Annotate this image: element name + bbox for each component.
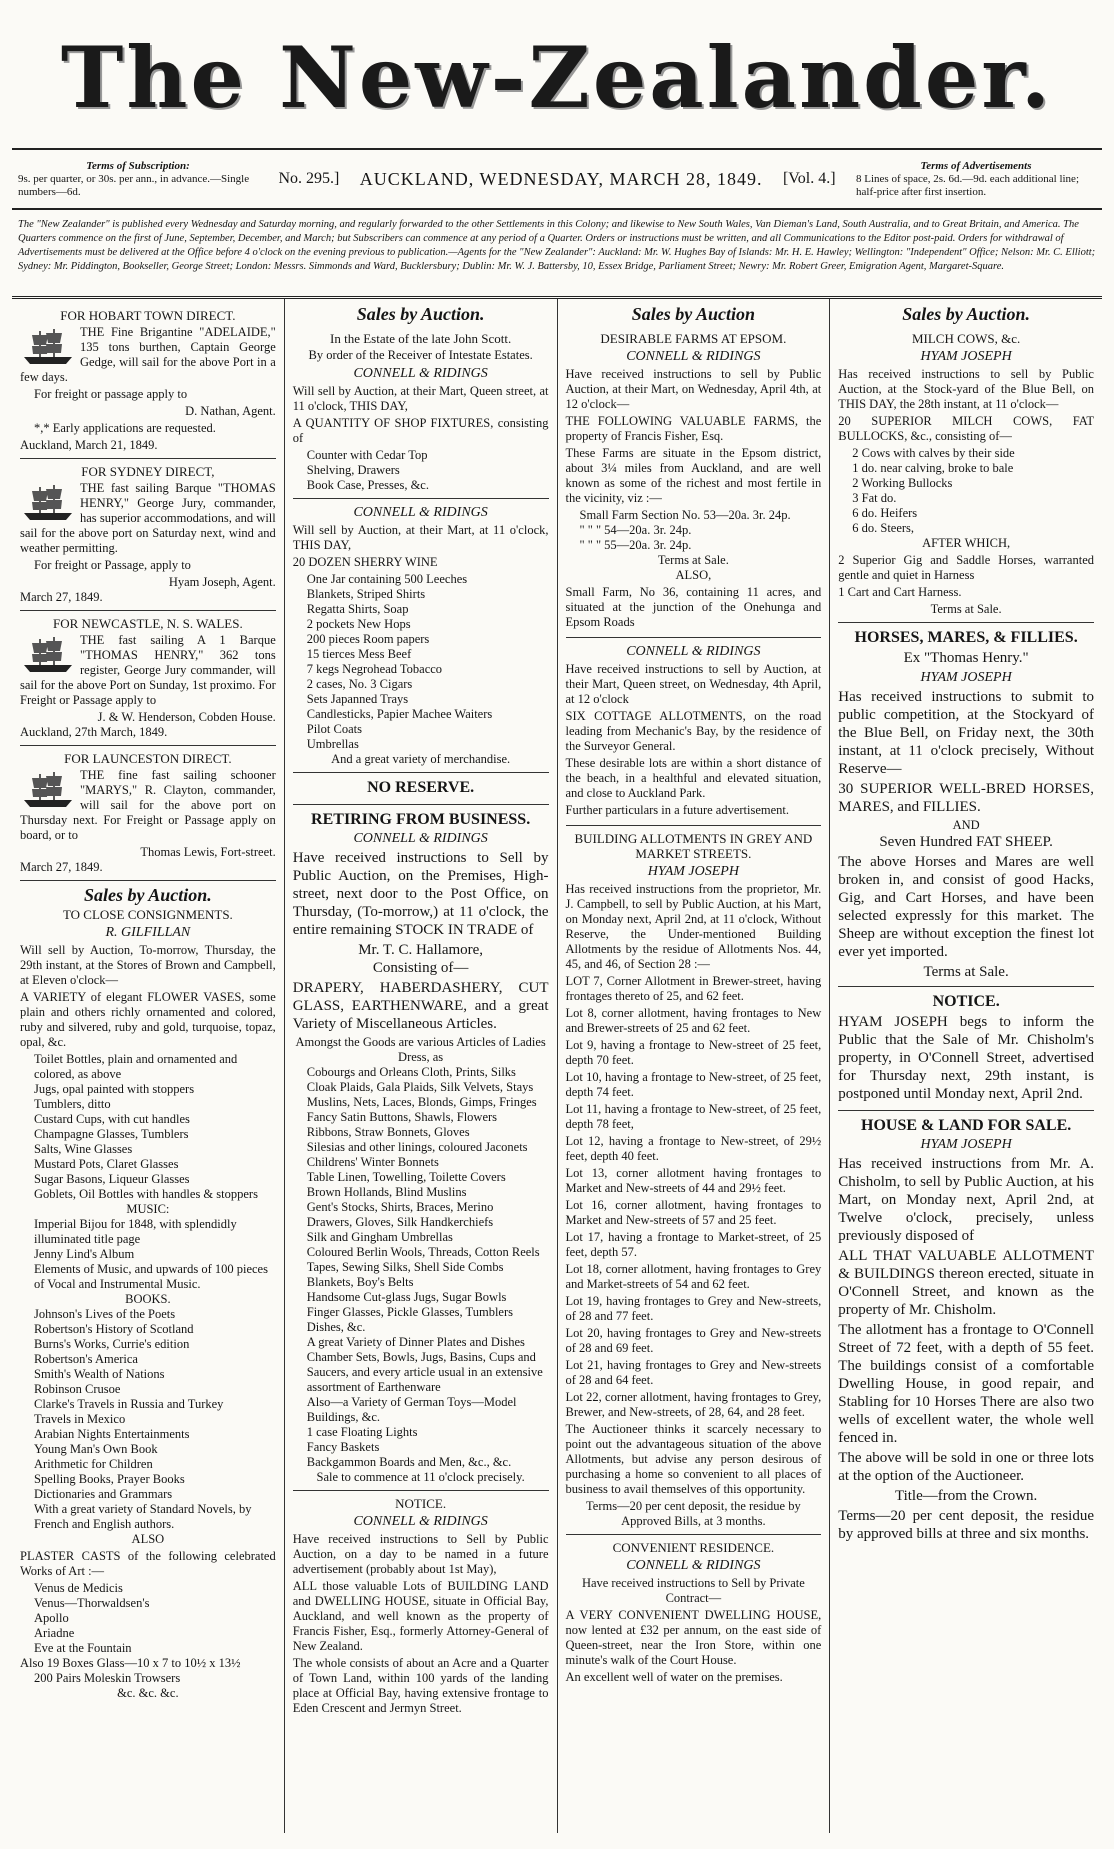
list-item: Ribbons, Straw Bonnets, Gloves	[306, 1125, 470, 1139]
masthead-title: The New-Zealander.	[12, 8, 1102, 150]
item-list	[566, 508, 822, 553]
ad-text: Will sell by Auction, at their Mart, Queen street, at 11 o'clock, THIS DAY,	[292, 384, 549, 413]
ad-sherry	[293, 499, 549, 773]
column-2	[285, 299, 558, 1833]
ad-heading: In the Estate of the late John Scott.	[330, 331, 512, 346]
ad-note: *,* Early applications are requested.	[34, 421, 216, 435]
ad-text: Will sell by Auction, To-morrow, Thursday, the 29th instant, at the Stores of Brown and Campbell, at Eleven o'clock—	[20, 943, 276, 987]
ad-heading: DESIRABLE FARMS AT EPSOM.	[600, 331, 787, 346]
list-item: Jenny Lind's Album	[34, 1247, 135, 1261]
publication-notice: The "New Zealander" is published every Wednesday and Saturday morning, and regularly forwarded to the other Settlements in this Colony; and likewise to New South Wales, Van Dieman's Land, South Australia, and to Great Britain, and America. The Quarters commence on the first of June, September, December, and March; but Subscribers can commence at any period of a Quarter. Orders or instructions must be written, and all Communications to the Editor post-paid. Orders for withdrawal of Advertisements must be delivered at the Office before 4 o'clock on the evening previous to publication.—Agents for the "New Zealander": Auckland: Mr. W. Hughes Bay of Islands: Mr. H. E. Hawley; Wellington: "Independent" Office; Nelson: Mr. C. Elliott; Sydney: Mr. Piddington, Bookseller, George Street; London: Messrs. Simmonds and Ward, Bucklersbury; Dublin: Mr. W. J. Battersby, 10, Essex Bridge, Parliament Street; Newry: Mr. Robert Greer, Emigration Agent, Margaret-Square.	[12, 210, 1102, 299]
list-item: Eve at the Fountain	[34, 1641, 132, 1655]
ad-text: Has received instructions to submit to public competition, at the Stockyard of the Blue Bell, on Friday next, the 30th instant, at 11 o'clock precisely, Without Reserve—	[838, 689, 1094, 777]
ad-date: March 27, 1849.	[20, 860, 103, 874]
ad-text: Has received instructions from the proprietor, Mr. J. Campbell, to sell by Public Auction, at his Mart, on Monday next, April 2nd, at 11 o'clock, Without Reserve, the Under-mentioned Building Allotments by the residue of Allotments Nos. 44, 45, and 46, of Section 28 :—	[565, 882, 822, 971]
ad-milch-cows	[838, 326, 1094, 623]
item-list	[20, 1052, 276, 1202]
list-item: With a great variety of Standard Novels, by French and English authors.	[34, 1502, 252, 1531]
list-item: Blankets, Striped Shirts	[306, 587, 426, 601]
list-item: Drawers, Gloves, Silk Handkerchiefs	[306, 1215, 494, 1229]
newspaper-page	[12, 8, 1102, 1833]
list-item: Arabian Nights Entertainments	[34, 1427, 190, 1441]
column-3	[558, 299, 831, 1833]
item-list	[293, 448, 549, 493]
list-item: A great Variety of Dinner Plates and Dishes	[306, 1335, 525, 1349]
lot-item: Lot 8, corner allotment, having frontages to New and Brewer-streets of 25 and 62 feet.	[565, 1006, 822, 1035]
ad-retiring	[293, 805, 549, 1491]
list-item: 7 kegs Negrohead Tobacco	[306, 662, 443, 676]
list-item: Dictionaries and Grammars	[34, 1487, 173, 1501]
ad-text: The above will be sold in one or three lots at the option of the Auctioneer.	[838, 1450, 1094, 1484]
ad-text: The above Horses and Mares are well broken in, and consist of good Hacks, Gig, and Cart Horses, and have been selected expressly for this market. The Sheep are without exception the finest lot ever yet imported.	[838, 854, 1094, 960]
agent-name: Thomas Lewis, Fort-street.	[140, 845, 276, 859]
list-item: 2 pockets New Hops	[306, 617, 411, 631]
lot-item: Lot 10, having a frontage to New-street, of 25 feet, depth 74 feet.	[565, 1070, 822, 1099]
ad-sydney	[20, 459, 276, 611]
advertisement-terms	[856, 160, 1096, 199]
list-item: Burns's Works, Currie's edition	[34, 1337, 190, 1351]
ad-text: Has received instructions to sell by Public Auction, at the Stock-yard of the Blue Bell, on THIS DAY, the 28th instant, at 11 o'clock—	[838, 367, 1094, 411]
section-heading: Sales by Auction.	[356, 304, 485, 324]
ad-heading: FOR NEWCASTLE, N. S. WALES.	[53, 616, 243, 631]
list-item: Backgammon Boards and Men, &c., &c.	[306, 1455, 512, 1469]
sub-heading: AFTER WHICH,	[922, 536, 1011, 550]
ad-text: Further particulars in a future advertisement.	[565, 803, 790, 817]
list-item: Coloured Berlin Wools, Threads, Cotton Reels	[306, 1245, 540, 1259]
list-item: 2 cases, No. 3 Cigars	[306, 677, 413, 691]
auctioneer-name: CONNELL & RIDINGS	[353, 366, 488, 381]
list-item: Johnson's Lives of the Poets	[34, 1307, 176, 1321]
lot-item: Lot 20, having frontages to Grey and New-streets of 28 and 69 feet.	[565, 1326, 822, 1355]
ad-text: THE Fine Brigantine "ADELAIDE," 135 tons burthen, Captain George Gedge, will sail for the above Port in a few days.	[20, 325, 276, 384]
sub-heading: BOOKS.	[125, 1292, 171, 1306]
list-item: Salts, Wine Glasses	[34, 1142, 133, 1156]
ad-text: Also 19 Boxes Glass—10 x 7 to 10½ x 13½	[20, 1656, 241, 1670]
list-item: 3 Fat do.	[852, 491, 897, 505]
advertisement-title: Terms of Advertisements	[920, 159, 1032, 172]
sub-heading: ALSO,	[675, 568, 712, 582]
list-item: Shelving, Drawers	[306, 463, 400, 477]
info-bar	[12, 150, 1102, 210]
dateline: AUCKLAND, WEDNESDAY, MARCH 28, 1849.	[359, 168, 763, 189]
column-4	[830, 299, 1102, 1833]
subscription-text: 9s. per quarter, or 30s. per ann., in advance.—Single numbers—6d.	[18, 172, 250, 198]
list-item: Ariadne	[34, 1626, 75, 1640]
list-item: Blankets, Boy's Belts	[306, 1275, 414, 1289]
list-item: Mustard Pots, Claret Glasses	[34, 1157, 179, 1171]
ad-heading: NOTICE.	[395, 1496, 447, 1511]
list-item: Dishes, &c.	[306, 1320, 366, 1334]
ad-heading: CONVENIENT RESIDENCE.	[612, 1540, 775, 1555]
subscription-terms	[18, 160, 258, 199]
lot-item: Lot 11, having a frontage to New-street, of 25 feet, depth 78 feet,	[565, 1102, 822, 1131]
ad-date: March 27, 1849.	[20, 590, 103, 604]
list-item: Silesias and other linings, coloured Jaconets	[306, 1140, 528, 1154]
ad-text: SIX COTTAGE ALLOTMENTS, on the road leading from Mechanic's Bay, by the residence of the Surveyor General.	[565, 709, 822, 753]
ad-text: Terms at Sale.	[657, 553, 729, 567]
ad-text: A VERY CONVENIENT DWELLING HOUSE, now lented at £32 per annum, on the east side of Queen-street, near the Iron Store, within one minute's walk of the Court House.	[565, 1608, 822, 1667]
list-item: Tapes, Sewing Silks, Shell Side Combs	[306, 1260, 504, 1274]
ad-text: Has received instructions from Mr. A. Chisholm, to sell by Public Auction, at his Mart, on Monday next, April 2nd, at Twelve o'clock, precisely, unless previously disposed of	[838, 1156, 1094, 1244]
lot-item: Lot 16, corner allotment, having frontages to Market and New-streets of 57 and 25 feet.	[565, 1198, 822, 1227]
ad-text: These desirable lots are within a short distance of the beach, in a healthful and elevated situation, and close to Auckland Park.	[565, 756, 822, 800]
auctioneer-name: CONNELL & RIDINGS	[353, 505, 488, 520]
ad-text: THE FOLLOWING VALUABLE FARMS, the property of Francis Fisher, Esq.	[565, 414, 822, 443]
list-item: Arithmetic for Children	[34, 1457, 153, 1471]
ad-text: 200 Pairs Moleskin Trowsers	[34, 1671, 181, 1685]
advertisement-text: 8 Lines of space, 2s. 6d.—9d. each additional line; half-price after first insertion.	[856, 172, 1079, 198]
ad-text: Seven Hundred FAT SHEEP.	[879, 834, 1053, 850]
ad-text: Have received instructions to Sell by Public Auction, on the Premises, High-street, next door to the Post Office, on Thursday, (To-morrow,) at 11 o'clock, the entire remaining STOCK IN TRADE of	[292, 850, 549, 938]
ad-text: Small Farm, No 36, containing 11 acres, and situated at the junction of the Onehunga and Epsom Roads	[565, 585, 822, 629]
lot-item: Lot 19, having frontages to Grey and New-streets, of 28 and 77 feet.	[565, 1294, 822, 1323]
item-list	[838, 446, 1094, 536]
ad-hobart	[20, 303, 276, 459]
ad-heading: HORSES, MARES, & FILLIES.	[854, 629, 1078, 646]
ad-text: The whole consists of about an Acre and a Quarter of Town Land, within 100 yards of the landing place at Official Bay, having extensive frontage to Eden Crescent and Jermyn Street.	[292, 1656, 549, 1715]
list-item: Umbrellas	[306, 737, 359, 751]
auctioneer-name: HYAM JOSEPH	[920, 1137, 1012, 1152]
list-item: 2 Working Bullocks	[852, 476, 953, 490]
ad-text: By order of the Receiver of Intestate Estates.	[308, 348, 533, 362]
ad-no-reserve	[293, 773, 549, 805]
list-item: Sets Japanned Trays	[306, 692, 409, 706]
list-item: 2 Cows with calves by their side	[852, 446, 1015, 460]
ad-text: For freight or passage apply to	[34, 387, 188, 401]
list-item: Smith's Wealth of Nations	[34, 1367, 165, 1381]
ship-icon	[20, 770, 76, 810]
ad-text: An excellent well of water on the premises.	[565, 1670, 783, 1684]
list-item: Robertson's History of Scotland	[34, 1322, 194, 1336]
ad-text: Ex "Thomas Henry."	[903, 650, 1029, 666]
ad-text: A VARIETY of elegant FLOWER VASES, some plain and others richly ornamented and colored, ruby and silvered, ruby and gold, turquoise, topaz, opal, &c.	[20, 990, 276, 1049]
auctioneer-name: CONNELL & RIDINGS	[626, 349, 761, 364]
ad-text: And a great variety of merchandise.	[331, 752, 511, 766]
list-item: Tumblers, ditto	[34, 1097, 111, 1111]
ad-text: Sale to commence at 11 o'clock precisely.	[316, 1470, 525, 1484]
ad-text: A QUANTITY OF SHOP FIXTURES, consisting of	[292, 416, 549, 445]
ad-text: ALL those valuable Lots of BUILDING LAND and DWELLING HOUSE, situate in Official Bay, Auckland, and well known as the property of Francis Fisher, Esq., formerly Attorney-General of New Zealand.	[292, 1579, 549, 1653]
sub-heading: MUSIC:	[126, 1202, 170, 1216]
list-item: Regatta Shirts, Soap	[306, 602, 409, 616]
list-item: Fancy Satin Buttons, Shawls, Flowers	[306, 1110, 498, 1124]
ad-text: ALL THAT VALUABLE ALLOTMENT & BUILDINGS thereon erected, situate in O'Connell Street, and known as the property of Mr. Chisholm.	[838, 1248, 1094, 1318]
list-item: Childrens' Winter Bonnets	[306, 1155, 439, 1169]
list-item: " " " 55—20a. 3r. 24p.	[579, 538, 692, 552]
ad-heading: NOTICE.	[932, 993, 1000, 1010]
list-item: Apollo	[34, 1611, 69, 1625]
ad-heading: RETIRING FROM BUSINESS.	[311, 811, 531, 828]
ad-official-bay	[293, 1491, 549, 1723]
ship-icon	[20, 635, 76, 675]
list-item: Book Case, Presses, &c.	[306, 478, 429, 492]
ad-text: The Auctioneer thinks it scarcely necessary to point out the advantageous situation of the above Allotments, but advise any person desirous of purchasing a home so convenient to all places of business to avail themselves of this opportunity.	[565, 1422, 822, 1496]
list-item: Small Farm Section No. 53—20a. 3r. 24p.	[579, 508, 791, 522]
auctioneer-name: HYAM JOSEPH	[647, 864, 739, 879]
ad-epsom	[566, 326, 822, 638]
list-item: 6 do. Steers,	[852, 521, 915, 535]
ad-text: Consisting of—	[372, 960, 469, 976]
lot-item: Lot 22, corner allotment, having frontages to Grey, Brewer, and New-streets, of 28, 64, and 28 feet.	[565, 1390, 822, 1419]
ad-text: PLASTER CASTS of the following celebrated Works of Art :—	[20, 1549, 276, 1578]
ad-text: 2 Superior Gig and Saddle Horses, warranted gentle and quiet in Harness	[838, 553, 1094, 582]
auctioneer-name: CONNELL & RIDINGS	[626, 644, 761, 659]
list-item: Cloak Plaids, Gala Plaids, Silk Velvets, Stays	[306, 1080, 534, 1094]
ad-horses	[838, 623, 1094, 987]
list-item: Table Linen, Towelling, Toilette Covers	[306, 1170, 506, 1184]
ad-consignments	[20, 881, 276, 1706]
list-item: Silk and Gingham Umbrellas	[306, 1230, 453, 1244]
ad-shop-fixtures	[293, 326, 549, 499]
auctioneer-name: CONNELL & RIDINGS	[353, 831, 488, 846]
ad-text: Title—from the Crown.	[894, 1488, 1038, 1504]
list-item: Brown Hollands, Blind Muslins	[306, 1185, 467, 1199]
lot-item: Lot 9, having a frontage to New-street of 25 feet, depth 70 feet.	[565, 1038, 822, 1067]
ad-residence	[566, 1535, 822, 1692]
list-item: Robertson's America	[34, 1352, 138, 1366]
ad-text: &c. &c. &c.	[117, 1686, 179, 1700]
sub-heading: AND	[952, 818, 980, 832]
ad-date: Auckland, March 21, 1849.	[20, 438, 158, 452]
auctioneer-name: R. GILFILLAN	[105, 925, 191, 940]
ad-text: THE fine fast sailing schooner "MARYS," R. Clayton, commander, will sail for the above port on Thursday next. For Freight or Passage apply on board, or to	[20, 768, 276, 842]
list-item: 1 case Floating Lights	[306, 1425, 418, 1439]
item-list	[293, 1065, 549, 1470]
list-item: Young Man's Own Book	[34, 1442, 158, 1456]
ad-text: Have received instructions to Sell by Private Contract—	[581, 1576, 805, 1605]
agent-name: J. & W. Henderson, Cobden House.	[97, 710, 276, 724]
list-item: Elements of Music, and upwards of 100 pieces of Vocal and Instrumental Music.	[34, 1262, 268, 1291]
ad-text: 20 SUPERIOR MILCH COWS, FAT BULLOCKS, &c., consisting of—	[838, 414, 1094, 443]
ad-launceston	[20, 746, 276, 881]
list-item: Finger Glasses, Pickle Glasses, Tumblers	[306, 1305, 513, 1319]
list-item: Muslins, Nets, Laces, Blonds, Gimps, Fringes	[306, 1095, 537, 1109]
list-item: 200 pieces Room papers	[306, 632, 430, 646]
sub-heading: ALSO	[131, 1532, 165, 1546]
ad-notice	[838, 987, 1094, 1111]
agent-name: Hyam Joseph, Agent.	[168, 575, 276, 589]
item-list	[293, 572, 549, 752]
auctioneer-name: CONNELL & RIDINGS	[626, 1558, 761, 1573]
item-list	[20, 1581, 276, 1656]
ad-text: THE fast sailing A 1 Barque "THOMAS HENRY," 362 tons register, George Jury commander, will sail for the above Port on Sunday, 1st proximo. For Freight or Passage apply to	[20, 633, 276, 707]
ad-text: 1 Cart and Cart Harness.	[838, 585, 962, 599]
ship-icon	[20, 483, 76, 523]
lot-item: Lot 21, having frontages to Grey and New-streets of 28 and 64 feet.	[565, 1358, 822, 1387]
list-item: Gent's Stocks, Shirts, Braces, Merino	[306, 1200, 494, 1214]
list-item: Chamber Sets, Bowls, Jugs, Basins, Cups and Saucers, and every article usual in an extensive assortment of Earthenware	[306, 1350, 543, 1394]
ship-icon	[20, 327, 76, 367]
subscription-title: Terms of Subscription:	[86, 159, 190, 172]
ad-text: 30 SUPERIOR WELL-BRED HORSES, MARES, and FILLIES.	[838, 781, 1094, 815]
item-list	[20, 1217, 276, 1292]
ad-date: Auckland, 27th March, 1849.	[20, 725, 168, 739]
list-item: Pilot Coats	[306, 722, 362, 736]
list-item: Goblets, Oil Bottles with handles & stoppers	[34, 1187, 258, 1201]
list-item: Cobourgs and Orleans Cloth, Prints, Silks	[306, 1065, 516, 1079]
ad-text: Terms—20 per cent deposit, the residue by Approved Bills, at 3 months.	[586, 1499, 801, 1528]
ad-newcastle	[20, 611, 276, 746]
ad-text: These Farms are situate in the Epsom district, about 3¼ miles from Auckland, and are well known as some of the richest and most fertile in the vicinity, viz :—	[565, 446, 822, 505]
list-item: 15 tierces Mess Beef	[306, 647, 412, 661]
ad-text: Have received instructions to sell by Public Auction, at their Mart, on Wednesday, April 4th, at 12 o'clock—	[565, 367, 822, 411]
ad-cottage	[566, 638, 822, 826]
ad-grey-market	[566, 826, 822, 1535]
ad-heading: NO RESERVE.	[367, 779, 475, 796]
ad-text: HYAM JOSEPH begs to inform the Public that the Sale of Mr. Chisholm's property, in O'Connell Street, advertised for Thursday next, 29th instant, is postponed until Monday next, April 2nd.	[838, 1014, 1094, 1102]
ad-text: Terms at Sale.	[923, 964, 1009, 980]
list-item: One Jar containing 500 Leeches	[306, 572, 468, 586]
list-item: 6 do. Heifers	[852, 506, 918, 520]
list-item: Fancy Baskets	[306, 1440, 380, 1454]
list-item: Travels in Mexico	[34, 1412, 126, 1426]
columns	[12, 299, 1102, 1833]
list-item: " " " 54—20a. 3r. 24p.	[579, 523, 692, 537]
list-item: Toilet Bottles, plain and ornamented and colored, as above	[34, 1052, 238, 1081]
list-item: Venus de Medicis	[34, 1581, 123, 1595]
auctioneer-name: HYAM JOSEPH	[920, 349, 1012, 364]
lot-item: Lot 13, corner allotment having frontages to Market and New-streets of 44 and 29½ feet.	[565, 1166, 822, 1195]
ad-text: Have received instructions to sell by Auction, at their Mart, Queen street, on Wednesday, 4th April, at 12 o'clock	[565, 662, 822, 706]
lot-item: LOT 7, Corner Allotment in Brewer-street, having frontages thereto of 25, and 62 feet.	[565, 974, 822, 1003]
ad-heading: FOR LAUNCESTON DIRECT.	[64, 751, 232, 766]
section-heading: Sales by Auction.	[902, 304, 1031, 324]
list-item: Custard Cups, with cut handles	[34, 1112, 190, 1126]
ad-text: 20 DOZEN SHERRY WINE	[292, 555, 438, 569]
list-item: 1 do. near calving, broke to bale	[852, 461, 1014, 475]
item-list	[20, 1307, 276, 1532]
list-item: Sugar Basons, Liqueur Glasses	[34, 1172, 190, 1186]
issue-number: No. 295.]	[278, 170, 340, 187]
agent-name: D. Nathan, Agent.	[185, 404, 276, 418]
section-heading: Sales by Auction.	[83, 885, 212, 905]
ad-heading: FOR SYDNEY DIRECT,	[81, 464, 215, 479]
volume-number: [Vol. 4.]	[782, 170, 836, 187]
auctioneer-name: HYAM JOSEPH	[920, 670, 1012, 685]
list-item: Venus—Thorwaldsen's	[34, 1596, 150, 1610]
ad-text: Will sell by Auction, at their Mart, at 11 o'clock, THIS DAY,	[292, 523, 549, 552]
ad-text: Terms—20 per cent deposit, the residue by approved bills at three and six months.	[838, 1508, 1094, 1542]
ad-heading: BUILDING ALLOTMENTS IN GREY AND MARKET STREETS.	[574, 831, 813, 861]
list-item: Clarke's Travels in Russia and Turkey	[34, 1397, 224, 1411]
lot-item: Lot 18, corner allotment, having frontages to Grey and Market-streets of 54 and 62 feet.	[565, 1262, 822, 1291]
list-item: Handsome Cut-glass Jugs, Sugar Bowls	[306, 1290, 507, 1304]
ad-text: Amongst the Goods are various Articles of Ladies Dress, as	[295, 1035, 546, 1064]
ad-text: Terms at Sale.	[930, 602, 1002, 616]
list-item: Champagne Glasses, Tumblers	[34, 1127, 189, 1141]
ad-text: The allotment has a frontage to O'Connell Street of 72 feet, with a depth of 55 feet. The buildings consist of a comfortable Dwelling House, in good repair, and Stabling for 10 Horses There are also two wells of excellent water, the whole well fenced in.	[838, 1322, 1094, 1446]
section-heading: Sales by Auction	[631, 304, 756, 324]
list-item: Robinson Crusoe	[34, 1382, 121, 1396]
list-item: Jugs, opal painted with stoppers	[34, 1082, 195, 1096]
ad-heading: TO CLOSE CONSIGNMENTS.	[62, 907, 233, 922]
lot-item: Lot 17, having a frontage to Market-street, of 25 feet, depth 57.	[565, 1230, 822, 1259]
ad-house-land	[838, 1111, 1094, 1550]
list-item: Spelling Books, Prayer Books	[34, 1472, 185, 1486]
list-item: Imperial Bijou for 1848, with splendidly illuminated title page	[34, 1217, 237, 1246]
list-item: Also—a Variety of German Toys—Model Buildings, &c.	[306, 1395, 517, 1424]
lot-item: Lot 12, having a frontage to New-street, of 29½ feet, depth 40 feet.	[565, 1134, 822, 1163]
column-1	[12, 299, 285, 1833]
ad-text: Have received instructions to Sell by Public Auction, on a day to be named in a future advertisement (probably about 1st May),	[292, 1532, 549, 1576]
ad-heading: MILCH COWS, &c.	[911, 331, 1021, 346]
list-item: Counter with Cedar Top	[306, 448, 428, 462]
owner-name: Mr. T. C. Hallamore,	[358, 942, 484, 958]
ad-text: THE fast sailing Barque "THOMAS HENRY," George Jury, commander, has superior accommodations, and will sail for the above port on Saturday next, wind and weather permitting.	[20, 481, 276, 555]
ad-text: For freight or Passage, apply to	[34, 558, 191, 572]
ad-heading: FOR HOBART TOWN DIRECT.	[60, 308, 236, 323]
ad-heading: HOUSE & LAND FOR SALE.	[861, 1117, 1072, 1134]
auctioneer-name: CONNELL & RIDINGS	[353, 1514, 488, 1529]
ad-text: DRAPERY, HABERDASHERY, CUT GLASS, EARTHENWARE, and a great Variety of Miscellaneous Articles.	[292, 980, 549, 1032]
list-item: Candlesticks, Papier Machee Waiters	[306, 707, 493, 721]
